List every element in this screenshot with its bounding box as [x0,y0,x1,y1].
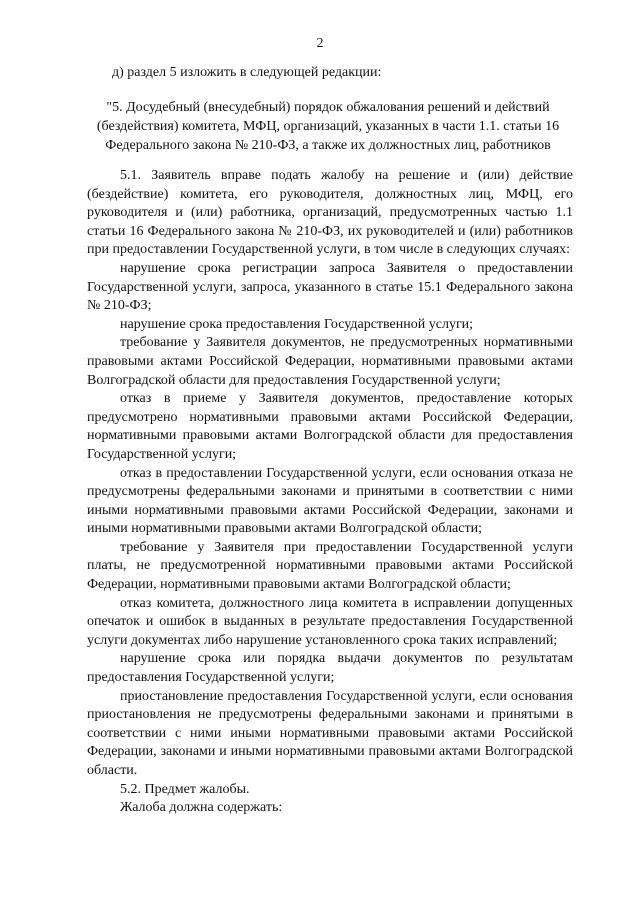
paragraph-5-1: 5.1. Заявитель вправе подать жалобу на решение и (или) действие (бездействие) комитета, его руководителя, должностных лиц, МФЦ, его руководителя и (или) работника, организаций, предусмотренных частью 1.1 статьи 16 Федерального закона № 210-ФЗ, их руководителей и (или) работников при предоставлении Государственной услуги, в том числе в следующих случаях: [87,168,573,258]
list-item-suspension: приостановление предоставления Государственной услуги, если основания приостановления не предусмотрены федеральными законами и принятыми в соответствии с ними иными нормативными правовыми актами Российской Федерации, законами и иными нормативными правовыми актами Волгоградской области. [87,688,573,778]
section-heading-line: Федерального закона № 210-ФЗ, а также их должностных лиц, работников [105,138,551,153]
list-item-registration-deadline: нарушение срока регистрации запроса Заявителя о предоставлении Государственной услуги, запроса, указанного в статье 15.1 Федерального закона № 210-ФЗ; [87,260,573,314]
list-item-payment-requirement: требование у Заявителя при предоставлении Государственной услуги платы, не предусмотренной нормативными правовыми актами Российской Федерации, нормативными правовыми актами Волгоградской области; [87,539,573,593]
list-item-issuance-violation: нарушение срока или порядка выдачи документов по результатам предоставления Государственной услуги; [87,651,573,686]
list-item-refusal-of-service: отказ в предоставлении Государственной услуги, если основания отказа не предусмотрены федеральными законами и принятыми в соответствии с ними иными нормативными правовыми актами Российской Федерации, законами и иными нормативными правовыми актами Волгоградской области; [87,465,573,537]
document-body [87,167,573,818]
paragraph-complaint-contents: Жалоба должна содержать: [120,800,283,816]
list-item-refusal-to-accept: отказ в приеме у Заявителя документов, предоставление которых предусмотрено нормативными правовыми актами Российской Федерации, нормативными правовыми актами Волгоградской области для предоставления Государственной услуги; [87,391,573,462]
list-item-extra-documents: требование у Заявителя документов, не предусмотренных нормативными правовыми актами Российской Федерации, нормативными правовыми актами Волгоградской области для предоставления Государственной услуги; [87,335,573,388]
section-heading-line: "5. Досудебный (внесудебный) порядок обжалования решений и действий [106,100,550,115]
amendment-intro: д) раздел 5 изложить в следующей редакции: [112,65,382,80]
list-item-correction-refusal: отказ комитета, должностного лица комитета в исправлении допущенных опечаток и ошибок в выданных в результате предоставления Государственной услуги документах либо нарушение установленного срока таких исправлений; [87,595,573,648]
section-heading [80,98,576,155]
page-number: 2 [316,36,324,51]
list-item-service-deadline: нарушение срока предоставления Государственной услуги; [120,316,474,332]
paragraph-5-2: 5.2. Предмет жалобы. [120,781,250,797]
section-heading-line: (бездействия) комитета, МФЦ, организаций, указанных в части 1.1. статьи 16 [96,119,560,134]
